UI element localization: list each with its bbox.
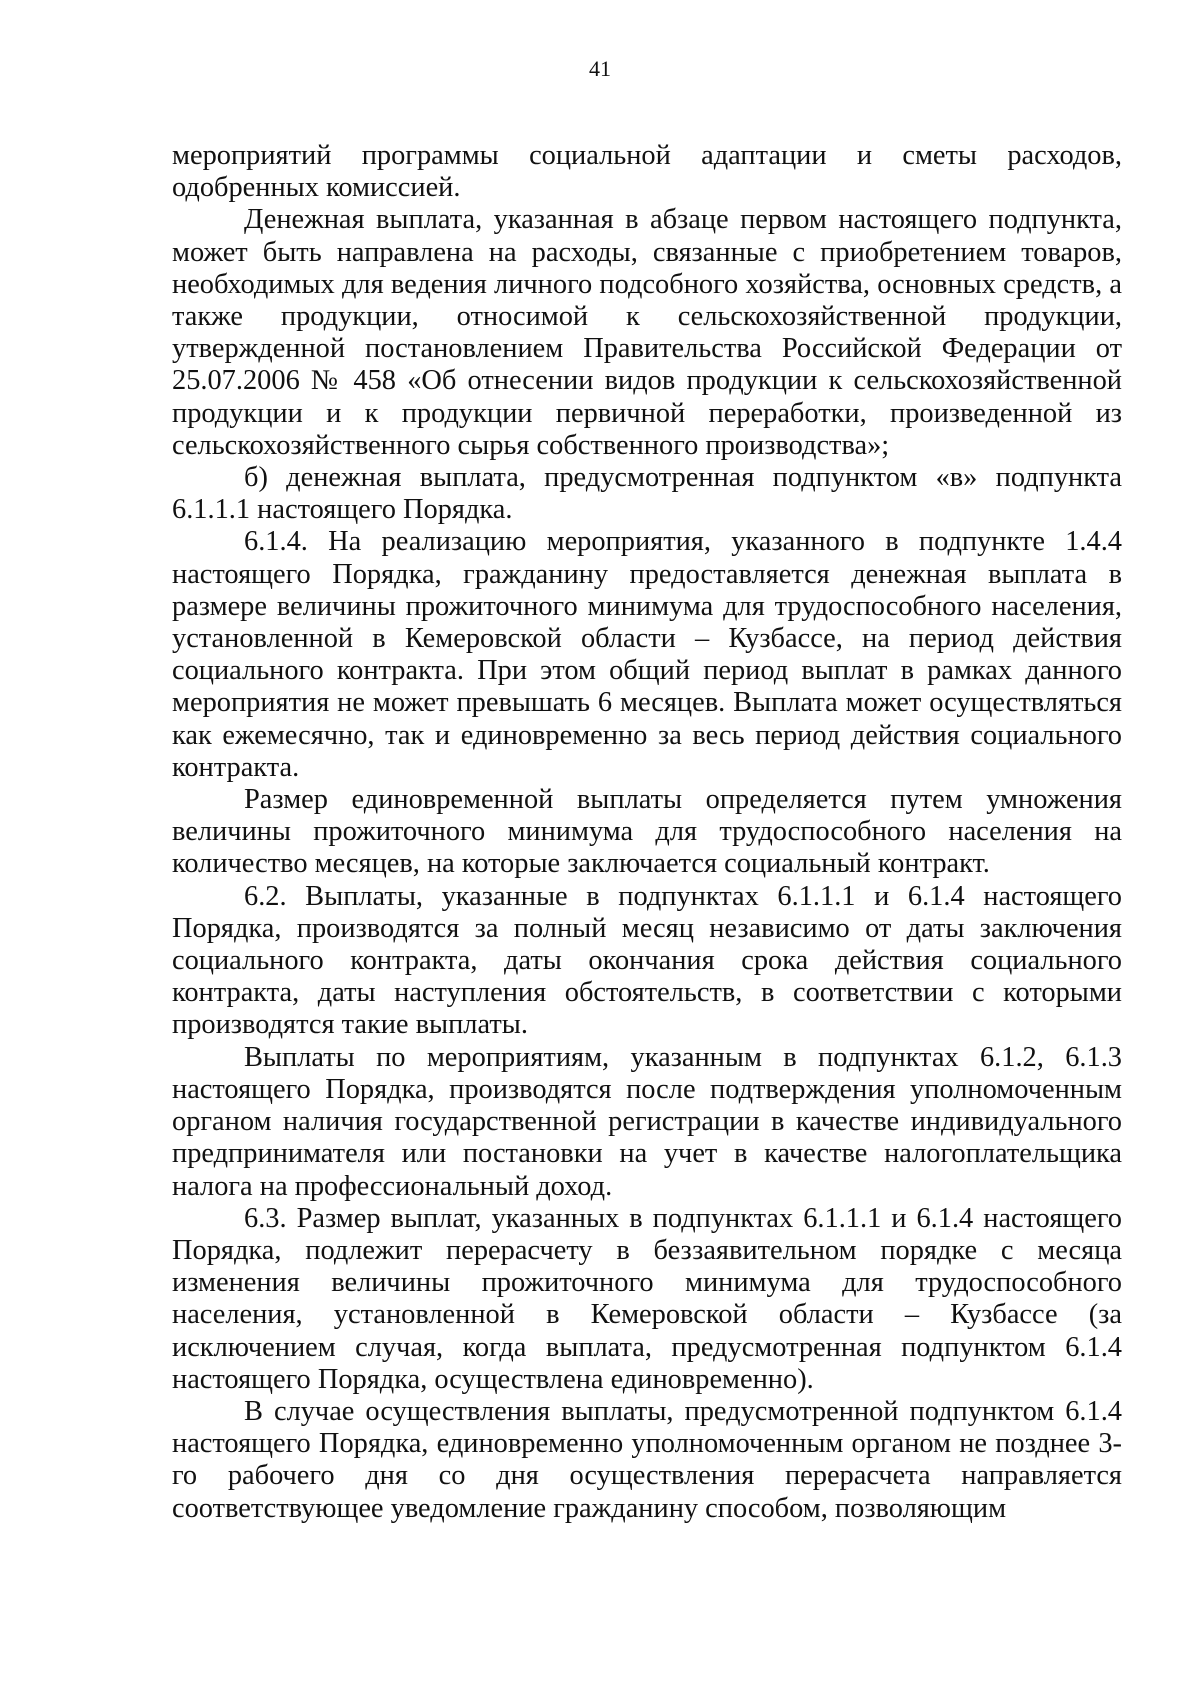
paragraph-item-b: б) денежная выплата, предусмотренная подпунктом «в» подпункта 6.1.1.1 настоящего Порядка. xyxy=(172,462,1122,526)
paragraph-continuation: мероприятий программы социальной адаптации и сметы расходов, одобренных комиссией. xyxy=(172,140,1122,204)
page-number: 41 xyxy=(589,56,611,81)
paragraph-payments-measures: Выплаты по мероприятиям, указанным в подпунктах 6.1.2, 6.1.3 настоящего Порядка, производятся после подтверждения уполномоченным органом наличия государственной регистрации в качестве индивидуального предпринимателя или постановки на учет в качестве налогоплательщика налога на профессиональный доход. xyxy=(172,1041,1122,1202)
paragraph-6-1-4: 6.1.4. На реализацию мероприятия, указанного в подпункте 1.4.4 настоящего Порядка, гражданину предоставляется денежная выплата в размере величины прожиточного минимума для трудоспособного населения, установленной в Кемеровской области – Кузбассе, на период действия социального контракта. При этом общий период выплат в рамках данного мероприятия не может превышать 6 месяцев. Выплата может осуществляться как ежемесячно, так и единовременно за весь период действия социального контракта. xyxy=(172,526,1122,783)
paragraph-6-3: 6.3. Размер выплат, указанных в подпунктах 6.1.1.1 и 6.1.4 настоящего Порядка, подлежит перерасчету в беззаявительном порядке с месяца изменения величины прожиточного минимума для трудоспособного населения, установленной в Кемеровской области – Кузбассе (за исключением случая, когда выплата, предусмотренная подпунктом 6.1.4 настоящего Порядка, осуществлена единовременно). xyxy=(172,1202,1122,1395)
paragraph-cash-payment-purpose: Денежная выплата, указанная в абзаце первом настоящего подпункта, может быть направлена на расходы, связанные с приобретением товаров, необходимых для ведения личного подсобного хозяйства, основных средств, а также продукции, относимой к сельскохозяйственной продукции, утвержденной постановлением Правительства Российской Федерации от 25.07.2006 № 458 «Об отнесении видов продукции к сельскохозяйственной продукции и к продукции первичной переработки, произведенной из сельскохозяйственного сырья собственного производства»; xyxy=(172,204,1122,461)
paragraph-recalculation-notice: В случае осуществления выплаты, предусмотренной подпунктом 6.1.4 настоящего Порядка, единовременно уполномоченным органом не позднее 3-го рабочего дня со дня осуществления перерасчета направляется соответствующее уведомление гражданину способом, позволяющим xyxy=(172,1395,1122,1524)
document-body xyxy=(172,140,1122,1525)
paragraph-6-2: 6.2. Выплаты, указанные в подпунктах 6.1.1.1 и 6.1.4 настоящего Порядка, производятся за полный месяц независимо от даты заключения социального контракта, даты окончания срока действия социального контракта, даты наступления обстоятельств, в соответствии с которыми производятся такие выплаты. xyxy=(172,880,1122,1041)
paragraph-lump-sum-size: Размер единовременной выплаты определяется путем умножения величины прожиточного минимума для трудоспособного населения на количество месяцев, на которые заключается социальный контракт. xyxy=(172,784,1122,880)
